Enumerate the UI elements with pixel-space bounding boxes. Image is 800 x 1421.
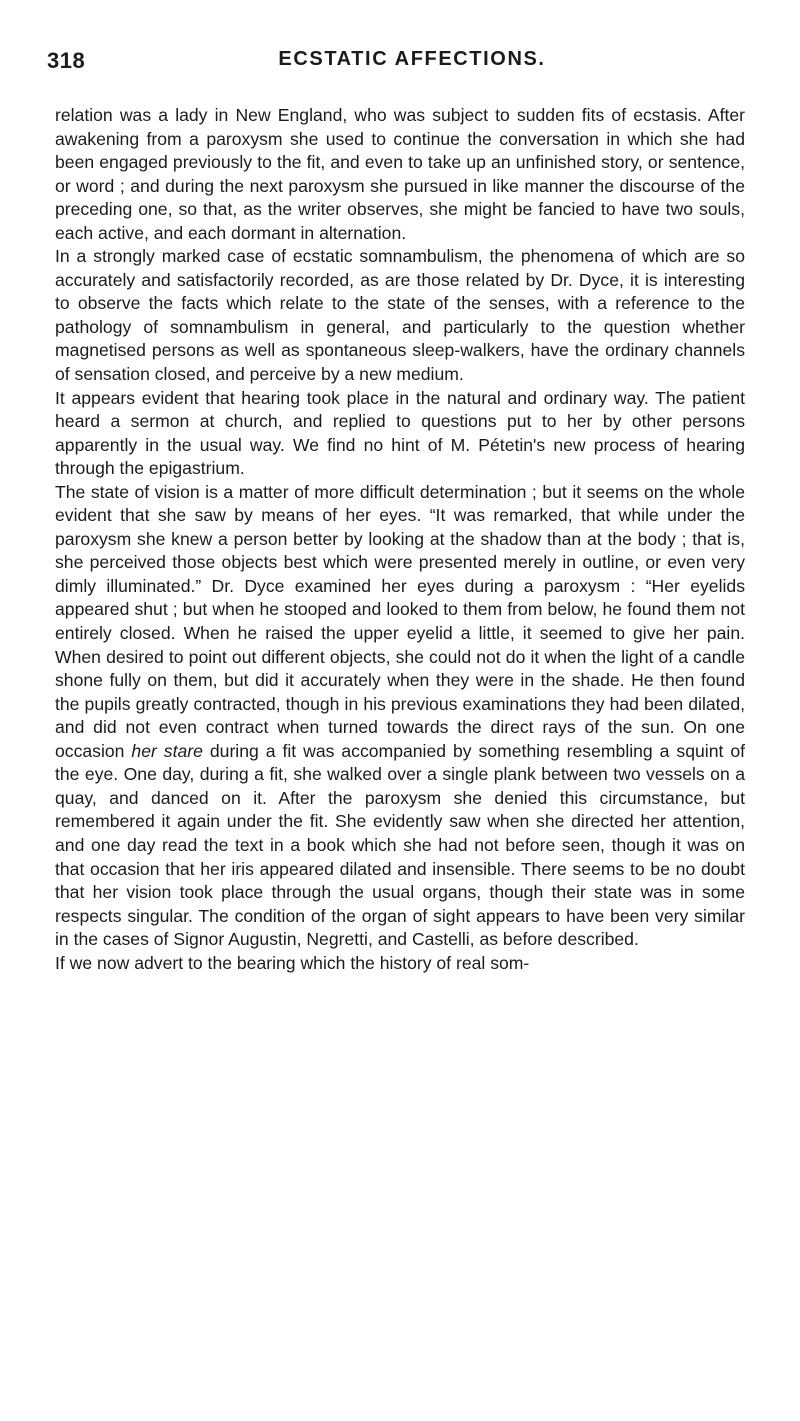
paragraph: relation was a lady in New England, who was subject to sudden fits of ecstasis. After awakening from a paroxysm she used to continue the conversation in which she had been engaged previously to the fit, and even to take up an unfinished story, or sentence, or word ; and during the next paroxysm she pursued in like manner the discourse of the preceding one, so that, as the writer observes, she might be fancied to have two souls, each active, and each dormant in alternation. — [55, 105, 745, 243]
running-head: ECSTATIC AFFECTIONS. — [278, 48, 546, 70]
paragraph-text: The state of vision is a matter of more difficult determination ; but it seems on the whole evident that she saw by means of her eyes. “It was remarked, that while under the paroxysm she knew a person better by looking at the shadow than at the body ; that is, she perceived those objects best which were presented merely in outline, or even very dimly illuminated.” Dr. Dyce examined her eyes during a paroxysm : “Her eyelids appeared shut ; but when he stooped and looked to them from below, he found them not entirely closed. When he raised the upper eyelid a little, it seemed to give her pain. When desired to point out different objects, she could not do it when the light of a candle shone fully on them, but did it accurately when they were in the shade. He then found the pupils greatly contracted, though in his previous examinations they had been dilated, and did not even contract when turned towards the direct rays of the sun. On one occasion — [55, 481, 745, 761]
paragraph-text: during a fit was accompanied by something resembling a squint of the eye. One day, during a fit, she walked over a single plank between two vessels on a quay, and danced on it. After the paroxysm she denied this circumstance, but remembered it again under the fit. She evidently saw when she directed her attention, and one day read the text in a book which she had not before seen, though it was on that occasion that her iris appeared dilated and insensible. There seems to be no doubt that her vision took place through the usual organs, though their state was in some respects singular. The condition of the organ of sight appears to have been very similar in the cases of Signor Augustin, Negretti, and Castelli, as before described. — [55, 740, 746, 950]
paragraph: If we now advert to the bearing which the history of real som- — [55, 952, 530, 973]
paragraph — [55, 481, 745, 952]
body-text — [55, 104, 745, 975]
page-header — [47, 48, 737, 78]
paragraph: In a strongly marked case of ecstatic somnambulism, the phenomena of which are so accurately and satisfactorily recorded, as are those related by Dr. Dyce, it is interesting to observe the facts which relate to the state of the senses, with a reference to the pathology of somnambulism in general, and particularly to the question whether magnetised persons as well as spontaneous sleep-walkers, have the ordinary channels of sensation closed, and perceive by a new medium. — [55, 246, 745, 385]
italic-phrase: her stare — [131, 740, 203, 761]
paragraph: It appears evident that hearing took place in the natural and ordinary way. The patient heard a sermon at church, and replied to questions put to her by other persons apparently in the usual way. We find no hint of M. Pétetin's new process of hearing through the epigastrium. — [55, 387, 745, 479]
page-number: 318 — [47, 48, 86, 73]
